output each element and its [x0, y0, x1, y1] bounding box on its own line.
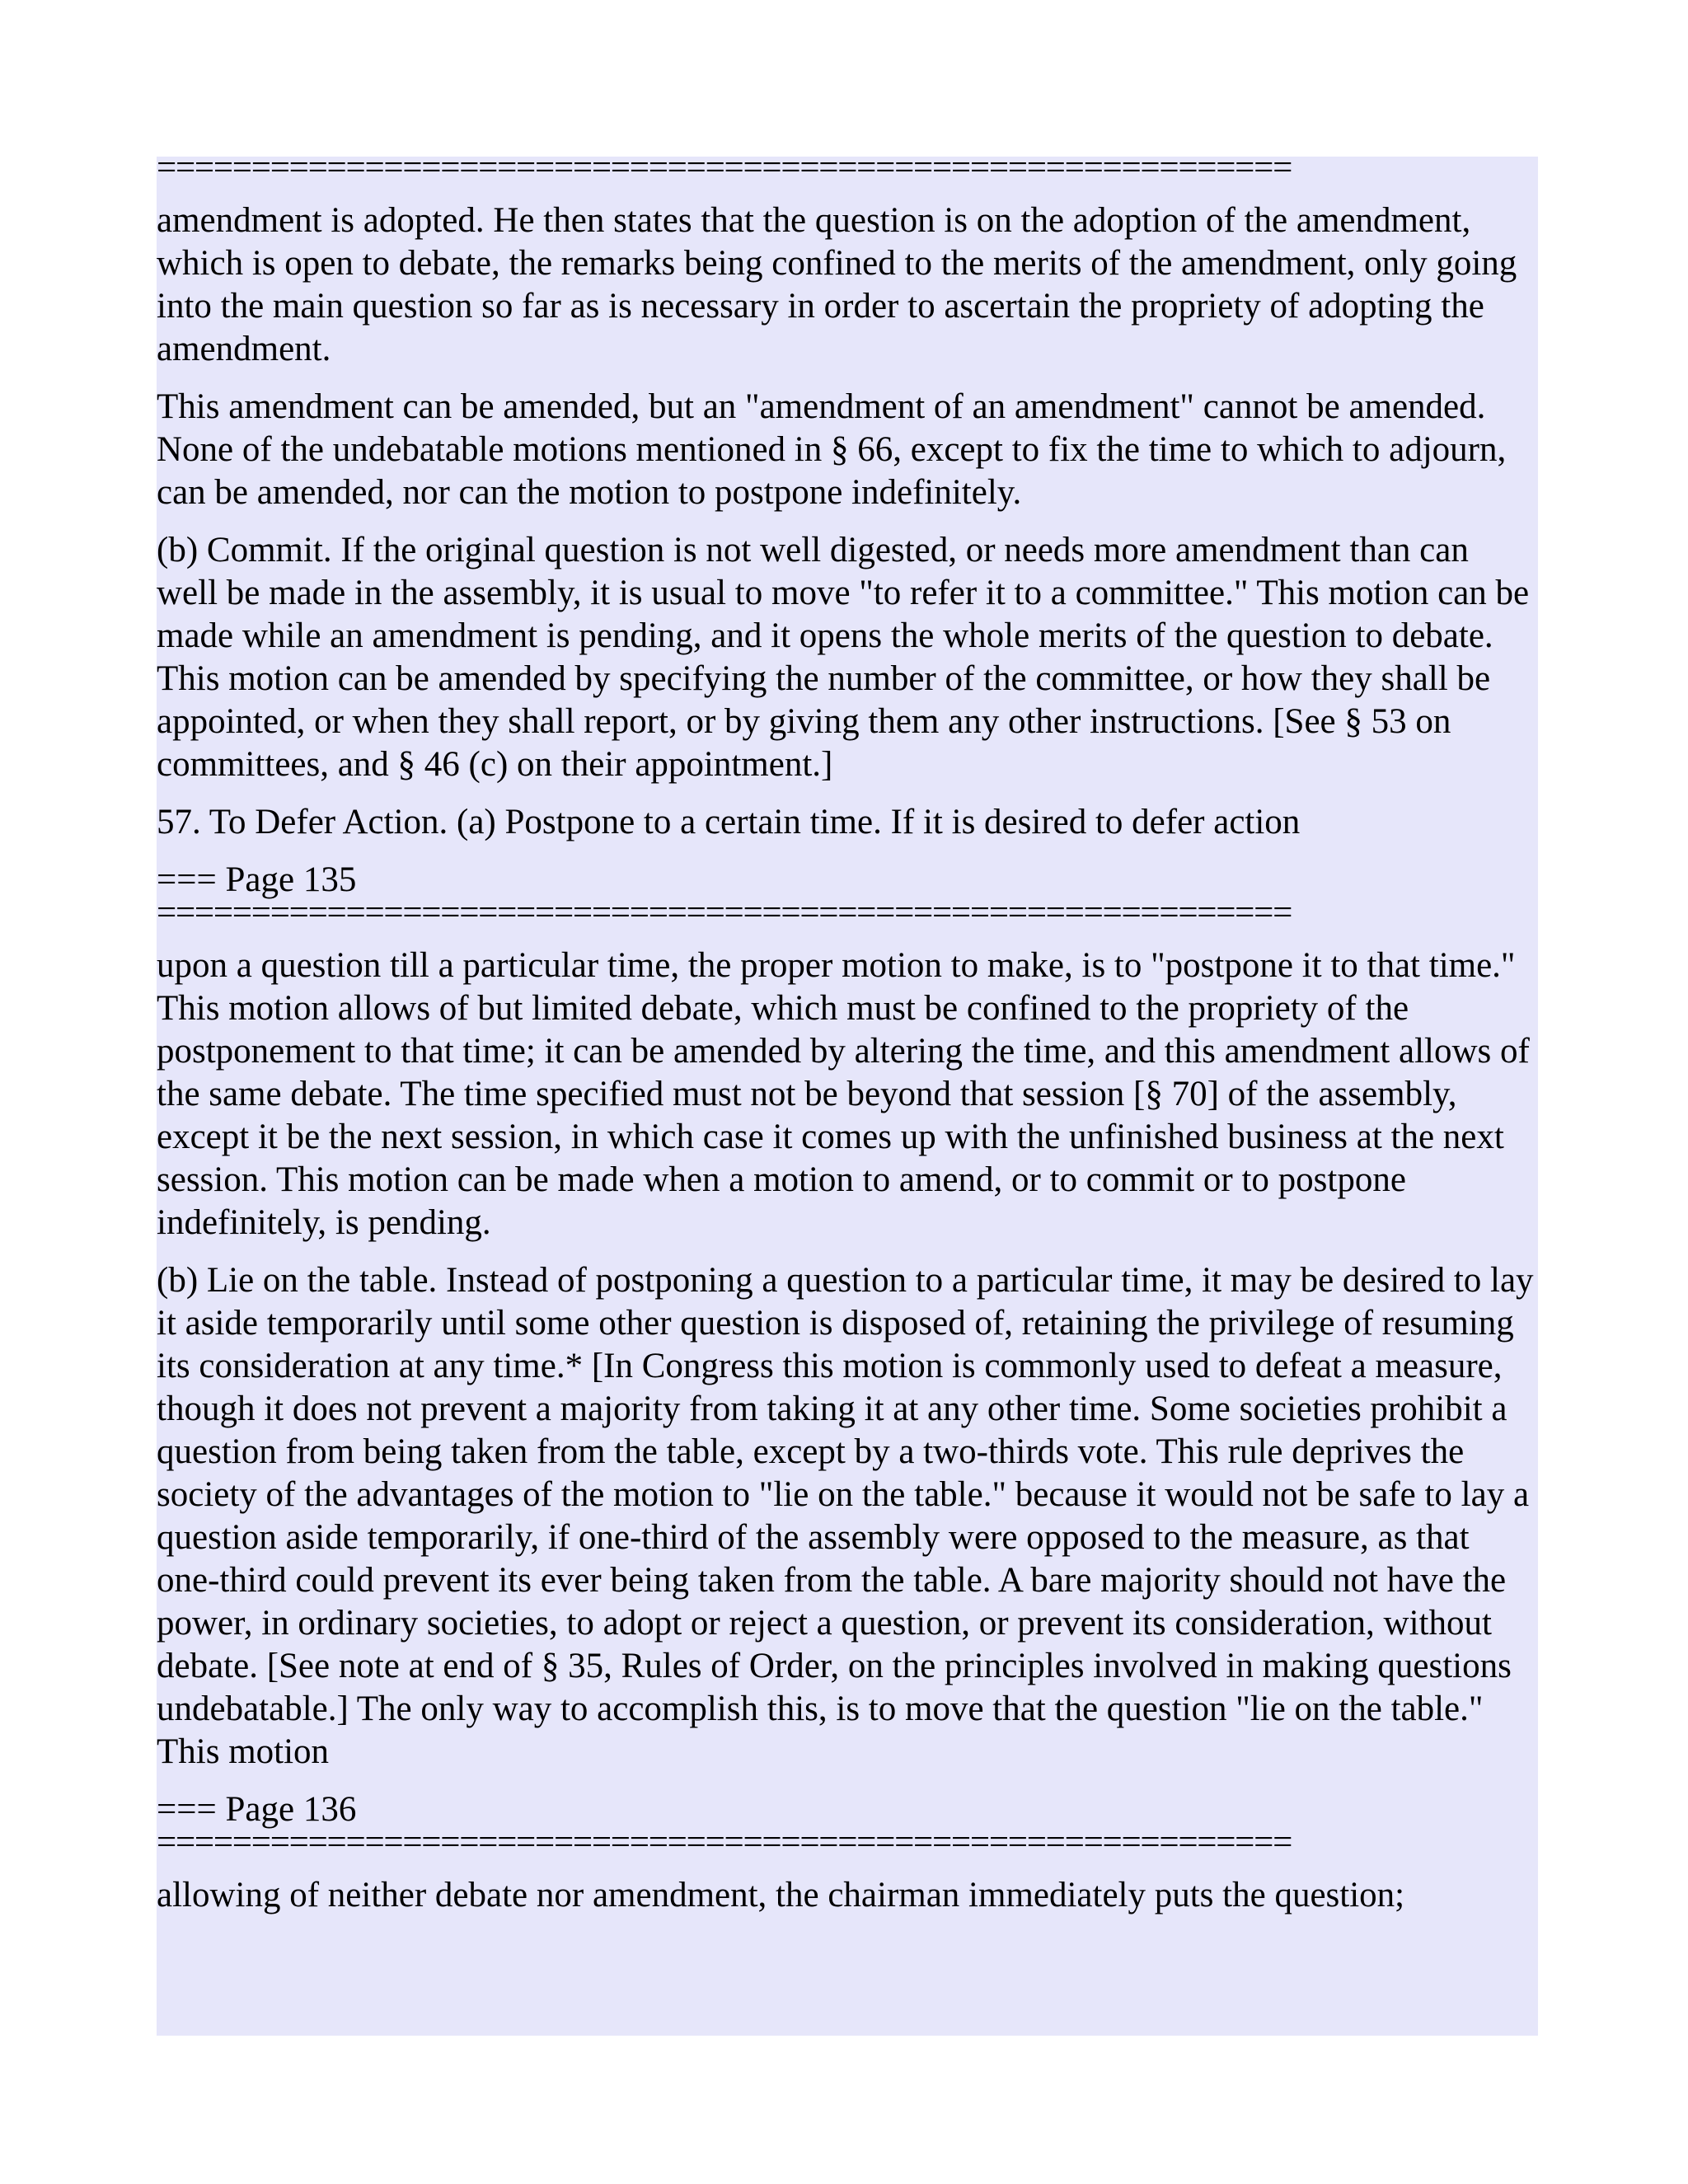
spacer — [157, 1854, 1538, 1874]
page-marker: === Page 136 — [157, 1790, 357, 1829]
spacer — [157, 180, 1538, 199]
separator-line: ============================================================ — [157, 157, 1292, 180]
separator-line: ============================================================ — [157, 1831, 1292, 1854]
paragraph: allowing of neither debate nor amendment, the chairman immediately puts the question; — [157, 1876, 1405, 1915]
paragraph: upon a question till a particular time, the proper motion to make, is to "postpone it to that time." This motion allows of but limited debate, which must be confined to the propriety of the postponement to that time; it can be amended by altering the time, and this amendment allows of the same debate. The time specified must not be beyond that session [§ 70] of the assembly, except it be the next session, in which case it comes up with the unfinished business at the next session. This motion can be made when a motion to amend, or to commit or to postpone indefinitely, is pending. — [157, 946, 1530, 1242]
paragraph: (b) Lie on the table. Instead of postponing a question to a particular time, it may be desired to lay it aside temporarily until some other question is disposed of, retaining the privilege of resuming its consideration at any time.* [In Congress this motion is commonly used to defeat a measure, though it does not prevent a majority from taking it at any other time. Some societies prohibit a question from being taken from the table, except by a two-thirds vote. This rule deprives the society of the advantages of the motion to "lie on the table." because it would not be safe to lay a question aside temporarily, if one-third of the assembly were opposed to the measure, as that one-third could prevent its ever being taken from the table. A bare majority should not have the power, in ordinary societies, to adopt or reject a question, or prevent its consideration, without debate. [See note at end of § 35, Rules of Order, on the principles involved in making questions undebatable.] The only way to accomplish this, is to move that the question "lie on the table." This motion — [157, 1261, 1534, 1771]
paragraph: This amendment can be amended, but an "amendment of an amendment" cannot be amended. None of the undebatable motions mentioned in § 66, except to fix the time to which to adjourn, can be amended, nor can the motion to postpone indefinitely. — [157, 387, 1507, 512]
separator-line: ============================================================ — [157, 902, 1292, 925]
paragraph: 57. To Defer Action. (a) Postpone to a certain time. If it is desired to defer action — [157, 803, 1301, 841]
page-marker: === Page 135 — [157, 860, 357, 899]
paragraph: amendment is adopted. He then states that the question is on the adoption of the amendment, which is open to debate, the remarks being confined to the merits of the amendment, only going into the main question so far as is necessary in order to ascertain the propriety of adopting the amendment. — [157, 201, 1517, 368]
paragraph: (b) Commit. If the original question is not well digested, or needs more amendment than can well be made in the assembly, it is usual to move "to refer it to a committee." This motion can be made while an amendment is pending, and it opens the whole merits of the question to debate. This motion can be amended by specifying the number of the committee, or how they shall be appointed, or when they shall report, or by giving them any other instructions. [See § 53 on committees, and § 46 (c) on their appointment.] — [157, 531, 1530, 784]
spacer — [157, 925, 1538, 944]
document-page — [157, 157, 1538, 2036]
